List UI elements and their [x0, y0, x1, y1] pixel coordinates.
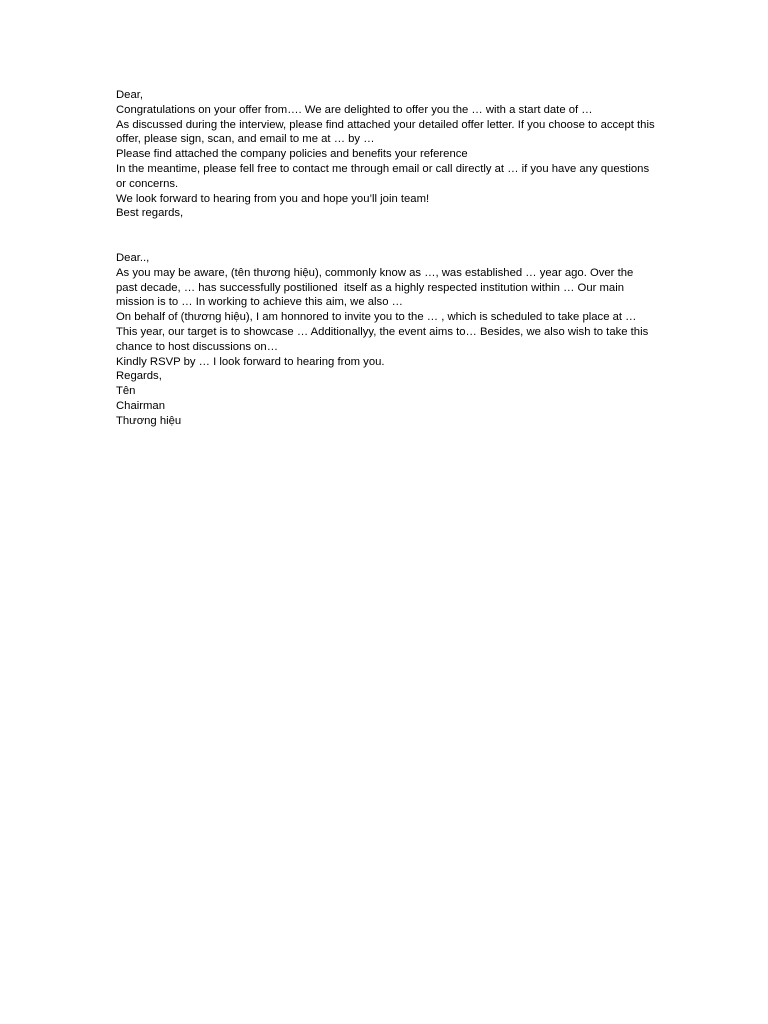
letter-2-signer-brand: Thương hiệu [116, 414, 182, 427]
letter-1-closing-line: We look forward to hearing from you and hope you’ll join team! [116, 192, 430, 205]
letter-2-invitation-paragraph: On behalf of (thương hiệu), I am honnored to invite you to the … , which is scheduled to take place at … [116, 311, 637, 324]
invitation-letter-template [116, 251, 656, 429]
letter-2-salutation: Dear.., [116, 252, 150, 264]
letter-2-introduction-paragraph: As you may be aware, (tên thương hiệu), commonly know as …, was established … year ago. Over the past decade, … has successfully postilioned itself as a highly respected institution within … Our main mission is to … In working to achieve this aim, we also … [116, 266, 637, 309]
letter-1-salutation: Dear, [116, 89, 144, 101]
letter-1-sign-off: Best regards, [116, 207, 184, 220]
letter-1-offer-letter-paragraph: As discussed during the interview, please find attached your detailed offer letter. If you choose to accept this offer, please sign, scan, and email to me at … by … [116, 118, 658, 146]
letter-2-signer-title: Chairman [116, 399, 165, 412]
letter-1-congratulations-line: Congratulations on your offer from…. We are delighted to offer you the … with a start date of … [116, 103, 593, 116]
letter-1-contact-paragraph: In the meantime, please fell free to contact me through email or call directly at … if you have any questions or concerns. [116, 162, 653, 190]
offer-letter-template [116, 88, 656, 221]
letter-2-signer-name: Tên [116, 385, 136, 398]
letter-1-policies-line: Please find attached the company policies and benefits your reference [116, 148, 468, 161]
letter-2-event-target-paragraph: This year, our target is to showcase … Additionallyy, the event aims to… Besides, we also wish to take this chance to host discussions on… [116, 325, 652, 353]
letter-2-rsvp-line: Kindly RSVP by … I look forward to hearing from you. [116, 355, 385, 368]
letter-2-sign-off: Regards, [116, 370, 162, 383]
